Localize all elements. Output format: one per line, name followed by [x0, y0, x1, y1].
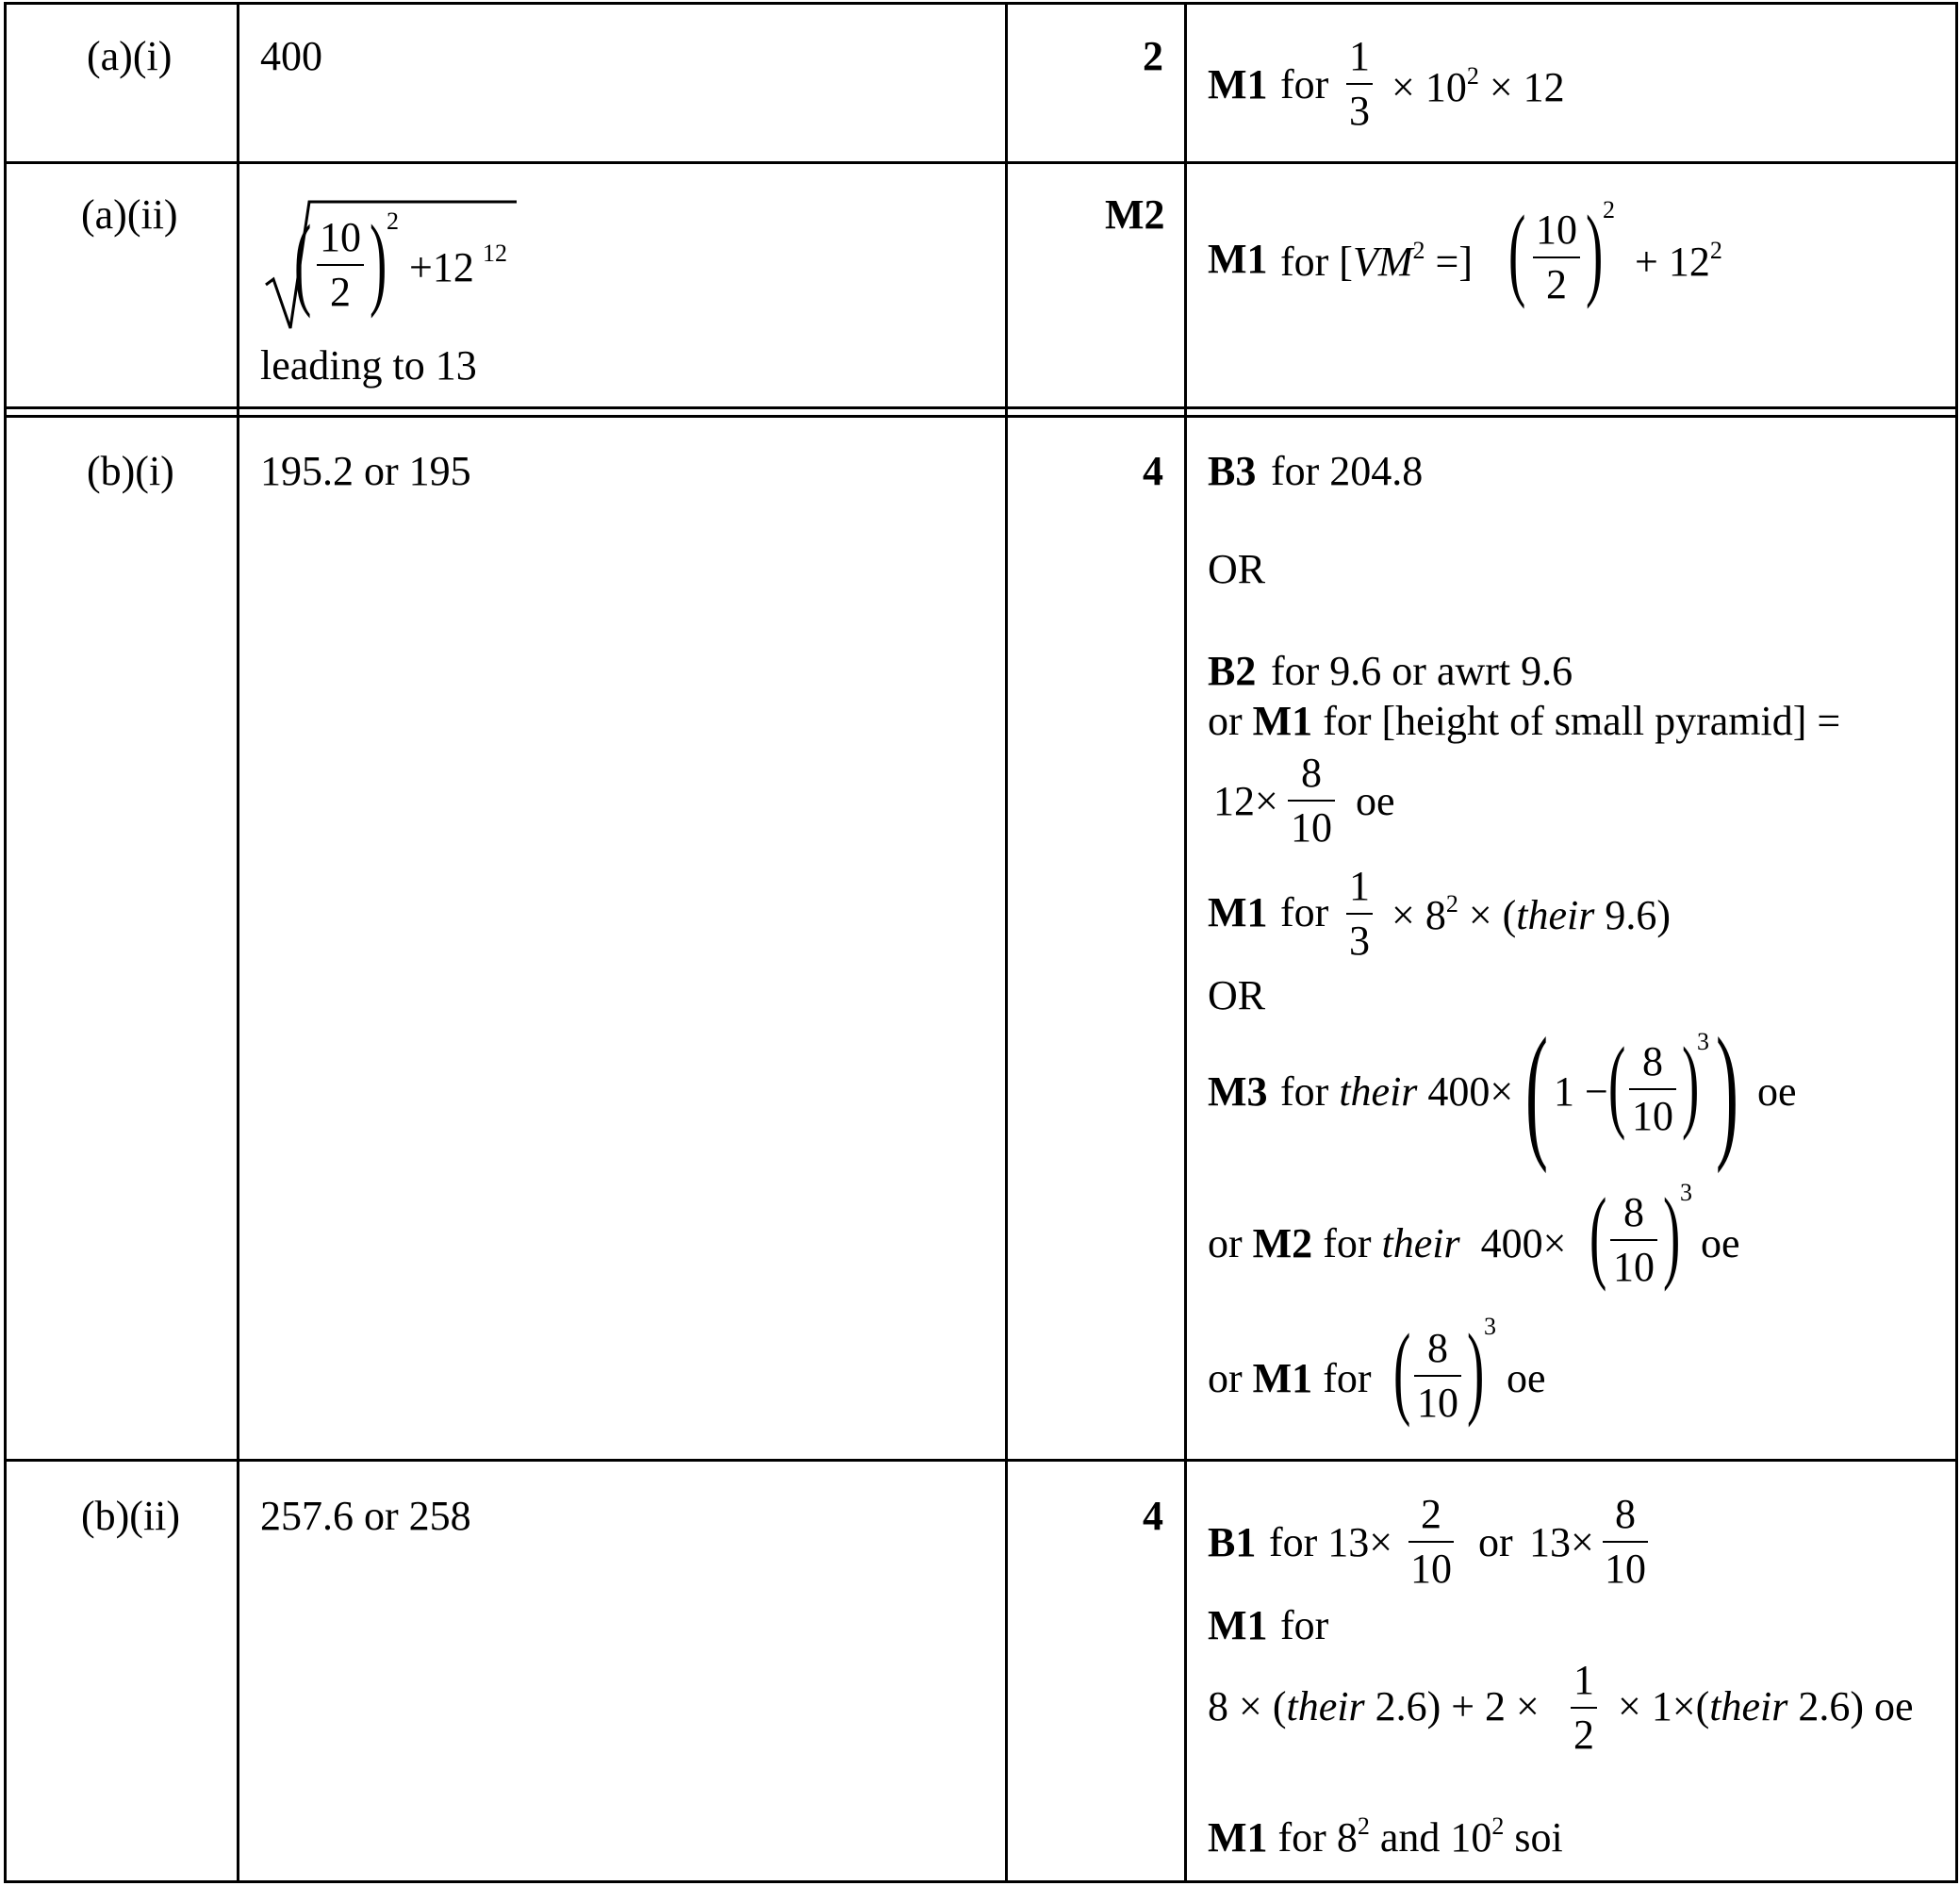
guidance-text: × $8^2$ × (their 9.6) — [1392, 890, 1672, 938]
guidance-text: × 1×(their 2.6) oe — [1618, 1683, 1914, 1729]
fraction: 8 10 — [1605, 1491, 1646, 1592]
left-paren: ( — [1508, 194, 1526, 309]
col-divider — [237, 2, 239, 1883]
guidance-text: M1 for $8^2$ and $10^2$ soi — [1208, 1812, 1563, 1861]
left-paren: ( — [1608, 1026, 1626, 1141]
guidance-text: for 13× — [1269, 1519, 1393, 1565]
mark-code: M1 — [1208, 61, 1268, 108]
col-divider — [1955, 2, 1958, 1883]
guidance-text: × $10^2 \times 12$ — [1392, 62, 1565, 110]
double-divider-top — [4, 406, 1958, 409]
guidance-text: for — [1280, 889, 1329, 935]
exponent: 12 — [483, 240, 507, 267]
left-paren: ( — [1393, 1313, 1411, 1428]
guidance-text: for — [1280, 1602, 1329, 1648]
marks: M2 — [1105, 191, 1165, 238]
left-paren: ( — [1525, 1006, 1548, 1174]
fraction: 2 10 — [1410, 1491, 1452, 1592]
guidance-text: or M1 for [height of small pyramid] = — [1208, 698, 1841, 744]
right-paren: ) — [1586, 194, 1604, 309]
guidance-text: for [$VM^2$ =] — [1280, 237, 1473, 285]
right-paren: ) — [370, 204, 387, 319]
exponent: 2 — [387, 207, 399, 235]
part-label: (b)(i) — [87, 448, 174, 494]
guidance-text: for 9.6 or awrt 9.6 — [1271, 648, 1573, 694]
guidance-text: oe — [1356, 778, 1395, 824]
guidance-text: oe — [1507, 1355, 1546, 1401]
guidance-text: for their 400× — [1280, 1068, 1514, 1115]
guidance-text: 13× — [1529, 1519, 1594, 1565]
fraction: 1 3 — [1346, 866, 1373, 962]
mark-code: M1 — [1208, 889, 1268, 935]
fraction: 1 3 — [1346, 36, 1373, 132]
right-paren: ) — [1682, 1026, 1700, 1141]
right-paren: ) — [1467, 1313, 1485, 1428]
answer: 400 — [260, 33, 322, 79]
marks: 4 — [1143, 1493, 1163, 1539]
fraction: 10 2 — [1533, 209, 1580, 306]
exponent: 2 — [1603, 196, 1615, 223]
fraction: 1 2 — [1571, 1660, 1597, 1756]
right-paren: ) — [1663, 1177, 1681, 1292]
mark-code: B1 — [1208, 1519, 1257, 1565]
double-divider-bottom — [4, 415, 1958, 418]
fraction: 8 10 — [1610, 1192, 1657, 1288]
mark-code: M3 — [1208, 1068, 1268, 1115]
left-paren: ( — [1589, 1177, 1607, 1292]
part-label: (a)(ii) — [81, 191, 178, 238]
mark-code: B3 — [1208, 448, 1257, 494]
guidance-text: for 204.8 — [1271, 448, 1424, 494]
guidance-text: or M2 for their 400× — [1208, 1220, 1567, 1266]
fraction: 8 10 — [1288, 753, 1335, 849]
part-label: (a)(i) — [87, 33, 173, 79]
answer-text: leading to 13 — [260, 342, 477, 389]
col-divider — [4, 2, 7, 1883]
guidance-text: 1 − — [1554, 1068, 1608, 1115]
exponent: 3 — [1484, 1313, 1496, 1340]
answer-text: +12 — [409, 244, 474, 290]
guidance-text: for — [1280, 61, 1329, 108]
guidance-text: or — [1478, 1519, 1513, 1565]
col-divider — [1184, 2, 1187, 1883]
guidance-text: oe — [1701, 1220, 1740, 1266]
guidance-text: or M1 for — [1208, 1355, 1372, 1401]
fraction: 8 10 — [1414, 1328, 1461, 1424]
mark-code: M1 — [1208, 1602, 1268, 1648]
or-separator: OR — [1208, 546, 1266, 592]
marks: 2 — [1143, 33, 1163, 79]
exponent: 3 — [1697, 1028, 1709, 1055]
guidance-text: oe — [1757, 1068, 1797, 1115]
mark-code: M1 — [1208, 236, 1268, 282]
col-divider — [1005, 2, 1008, 1883]
fraction: 8 10 — [1629, 1041, 1676, 1137]
left-paren: ( — [294, 204, 312, 319]
border-top — [4, 2, 1958, 5]
mark-code: B2 — [1208, 648, 1257, 694]
right-paren: ) — [1716, 1006, 1738, 1174]
row-divider — [4, 1459, 1958, 1462]
guidance-text: 12× — [1213, 778, 1278, 824]
guidance-text: + $12^2$ — [1635, 237, 1722, 285]
fraction: 10 2 — [317, 217, 364, 313]
answer: 257.6 or 258 — [260, 1493, 471, 1539]
row-divider — [4, 161, 1958, 164]
border-bottom — [4, 1880, 1958, 1883]
or-separator: OR — [1208, 972, 1266, 1018]
answer: 195.2 or 195 — [260, 448, 471, 494]
exponent: 3 — [1680, 1179, 1692, 1206]
part-label: (b)(ii) — [81, 1493, 181, 1539]
marks: 4 — [1143, 448, 1163, 494]
guidance-text: 8 × (their 2.6) + 2 × — [1208, 1683, 1540, 1729]
